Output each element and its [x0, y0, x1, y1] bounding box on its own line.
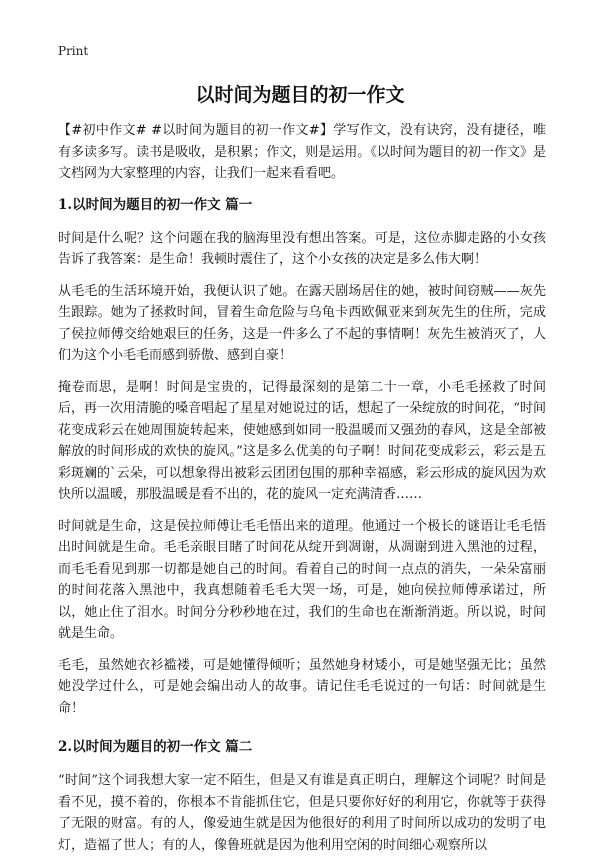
- section-heading-2: 2.以时间为题目的初一作文 篇二: [58, 739, 253, 755]
- page-title: 以时间为题目的初一作文: [195, 84, 405, 106]
- section-1-paragraph: 毛毛，虽然她衣衫褴褛，可是她懂得倾听；虽然她身材矮小，可是她坚强无比；虽然她没学过什么，可是她会编出动人的故事。请记住毛毛说过的一句话：时间就是生命！: [58, 657, 546, 716]
- intro-paragraph: 【#初中作文# #以时间为题目的初一作文#】学写作文，没有诀窍，没有捷径，唯有多读多写。读书是吸收，是积累；作文，则是运用。《以时间为题目的初一作文》是文档网为大家整理的内容，让我们一起来看看吧。: [58, 123, 547, 181]
- section-1-paragraph: 时间是什么呢？这个问题在我的脑海里没有想出答案。可是，这位赤脚走路的小女孩告诉了我答案：是生命！我顿时震住了，这个小女孩的决定是多么伟大啊！: [58, 230, 546, 267]
- section-heading-1: 1.以时间为题目的初一作文 篇一: [58, 196, 253, 213]
- print-label: Print: [58, 44, 89, 58]
- section-1-paragraph: 掩卷而思，是啊！时间是宝贵的，记得最深刻的是第二十一章，小毛毛拯救了时间后，再一次用清脆的嗓音唱起了星星对她说过的话，想起了一朵绽放的时间花，“时间花变成彩云在她周围旋转起来，使她感到如同一股温暖而又强劲的春风，这是全部被解放的时间形成的欢快的旋风。”这是多么优美的句子啊！时间花变成彩云，彩云是五彩斑斓的`云朵，可以想象得出被彩云团团包围的那种幸福感，彩云形成的旋风因为欢快所以温暖，那股温暖是看不出的，花的旋风一定充满清香……: [58, 379, 546, 502]
- article-body: [58, 120, 546, 866]
- section-1-paragraph: 时间就是生命，这是侯拉师傅让毛毛悟出来的道理。他通过一个极长的谜语让毛毛悟出时间就是生命。毛毛亲眼目睹了时间花从绽开到凋谢，从凋谢到进入黑池的过程，而毛毛看见到那一切都是她自己的时间。看着自己的时间一点点的消失，一朵朵富丽的时间花落入黑池中，我真想随着毛毛大哭一场，可是，她向侯拉师傅承诺过，所以，她止住了泪水。时间分分秒秒地在过，我们的生命也在渐渐消逝。所以说，时间就是生命。: [58, 518, 546, 641]
- section-2-paragraph: “时间”这个词我想大家一定不陌生，但是又有谁是真正明白，理解这个词呢？时间是看不见，摸不着的，你根本不肯能抓住它，但是只要你好好的利用它，你就等于获得了无限的财富。有的人，像爱迪生就是因为他很好的利用了时间所以成功的发明了电灯，造福了世人；有的人，像鲁班就是因为他利用空闲的时间细心观察所以: [58, 773, 546, 853]
- section-1-paragraph: 从毛毛的生活环境开始，我便认识了她。在露天剧场居住的她，被时间窃贼——灰先生跟踪。她为了拯救时间，冒着生命危险与乌龟卡西欧佩亚来到灰先生的住所，完成了侯拉师傅交给她艰巨的任务，这是一件多么了不起的事情啊！灰先生被消灭了，人们为这个小毛毛而感到骄傲、感到自豪！: [58, 283, 546, 363]
